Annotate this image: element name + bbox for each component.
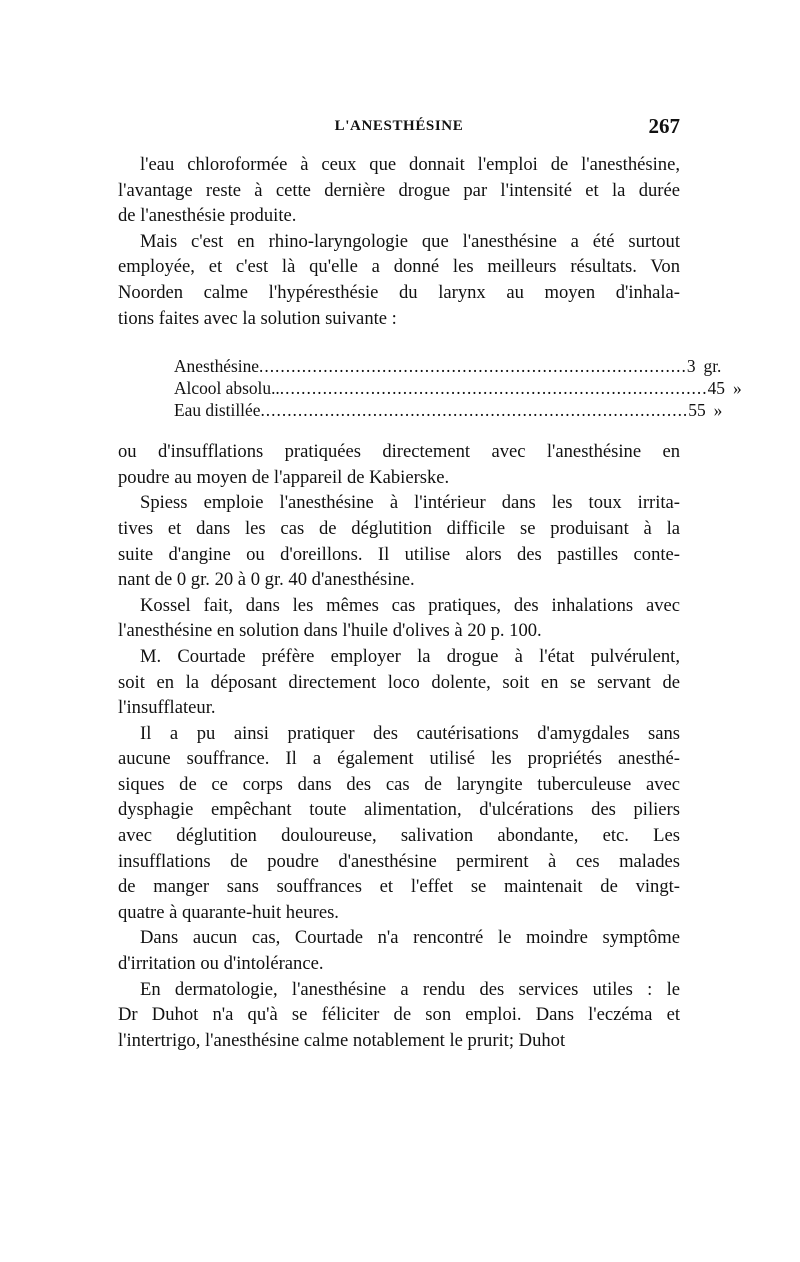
text-line: Dr Duhot n'a qu'à se féliciter de son emploi. Dans l'eczéma et — [118, 1004, 680, 1026]
paragraph — [118, 977, 680, 1054]
recipe-row — [174, 398, 723, 421]
text-line: insufflations de poudre d'anesthésine permirent à ces malades — [118, 850, 680, 872]
text-line: tives et dans les cas de déglutition difficile se produisant à la — [118, 517, 680, 539]
text-line: Il a pu ainsi pratiquer des cautérisations d'amygdales sans — [140, 722, 680, 744]
text-line: quatre à quarante-huit heures. — [118, 901, 339, 923]
running-title: L'ANESTHÉSINE — [334, 118, 464, 134]
paragraph — [118, 644, 680, 721]
recipe-table — [174, 354, 742, 421]
leader-dots: ................................................................................ — [260, 400, 689, 421]
leader-dots: ................................................................................ — [259, 356, 687, 377]
text-line: de manger sans souffrances et l'effet se maintenait de vingt- — [118, 876, 680, 898]
text-line: aucune souffrance. Il a également utilisé les propriétés anesthé- — [118, 748, 680, 770]
text-before-recipe — [118, 152, 680, 331]
paragraph — [118, 439, 680, 490]
text-line: l'avantage reste à cette dernière drogue par l'intensité et la durée — [118, 179, 680, 201]
text-line: d'irritation ou d'intolérance. — [118, 953, 324, 975]
text-line: Noorden calme l'hypéresthésie du larynx au moyen d'inhala- — [118, 281, 680, 303]
paragraph — [118, 593, 680, 644]
text-line: suite d'angine ou d'oreillons. Il utilise alors des pastilles conte- — [118, 543, 680, 565]
text-line: Kossel fait, dans les mêmes cas pratiques, des inhalations avec — [140, 594, 680, 616]
text-line: Spiess emploie l'anesthésine à l'intérieur dans les toux irrita- — [140, 492, 680, 514]
text-line: dysphagie empêchant toute alimentation, d'ulcérations des piliers — [118, 799, 680, 821]
text-line: l'intertrigo, l'anesthésine calme notablement le prurit; Duhot — [118, 1029, 566, 1051]
recipe-row — [174, 354, 722, 377]
recipe-row — [174, 376, 742, 399]
paragraph — [118, 490, 680, 592]
paragraph — [118, 152, 680, 229]
recipe-ingredient: Alcool absolu.. — [174, 378, 280, 399]
text-line: Dans aucun cas, Courtade n'a rencontré le moindre symptôme — [140, 927, 680, 949]
text-line: Mais c'est en rhino-laryngologie que l'anesthésine a été surtout — [140, 230, 680, 252]
recipe-unit: » — [713, 400, 723, 421]
page-number: 267 — [648, 114, 680, 138]
text-line: poudre au moyen de l'appareil de Kabierske. — [118, 466, 450, 488]
page-body — [118, 152, 742, 1053]
text-line: M. Courtade préfère employer la drogue à l'état pulvérulent, — [140, 645, 680, 667]
recipe-unit: gr. — [703, 356, 722, 377]
paragraph — [118, 721, 680, 926]
recipe-amount: 45 — [707, 378, 725, 399]
recipe-amount: 3 — [686, 356, 696, 377]
text-line: ou d'insufflations pratiquées directement avec l'anesthésine en — [118, 441, 680, 463]
text-after-recipe — [118, 439, 680, 1053]
text-line: soit en la déposant directement loco dolente, soit en se servant de — [118, 671, 680, 693]
text-line: employée, et c'est là qu'elle a donné les meilleurs résultats. Von — [118, 256, 680, 278]
text-line: nant de 0 gr. 20 à 0 gr. 40 d'anesthésine. — [118, 569, 415, 591]
page-header — [118, 114, 680, 144]
text-line: l'insufflateur. — [118, 697, 216, 719]
recipe-ingredient: Eau distillée — [174, 400, 261, 421]
text-line: En dermatologie, l'anesthésine a rendu des services utiles : le — [140, 978, 680, 1000]
leader-dots: ................................................................................ — [279, 378, 708, 399]
text-line: avec déglutition douloureuse, salivation abondante, etc. Les — [118, 825, 680, 847]
recipe-unit: » — [732, 378, 742, 399]
paragraph — [118, 229, 680, 331]
text-line: l'anesthésine en solution dans l'huile d'olives à 20 p. 100. — [118, 620, 542, 642]
text-line: siques de ce corps dans des cas de laryngite tuberculeuse avec — [118, 773, 680, 795]
text-line: de l'anesthésie produite. — [118, 205, 297, 227]
text-line: tions faites avec la solution suivante : — [118, 307, 397, 329]
paragraph — [118, 925, 680, 976]
text-line: l'eau chloroformée à ceux que donnait l'emploi de l'anesthésine, — [140, 154, 680, 175]
recipe-amount: 55 — [688, 400, 706, 421]
recipe-ingredient: Anesthésine — [174, 356, 260, 377]
